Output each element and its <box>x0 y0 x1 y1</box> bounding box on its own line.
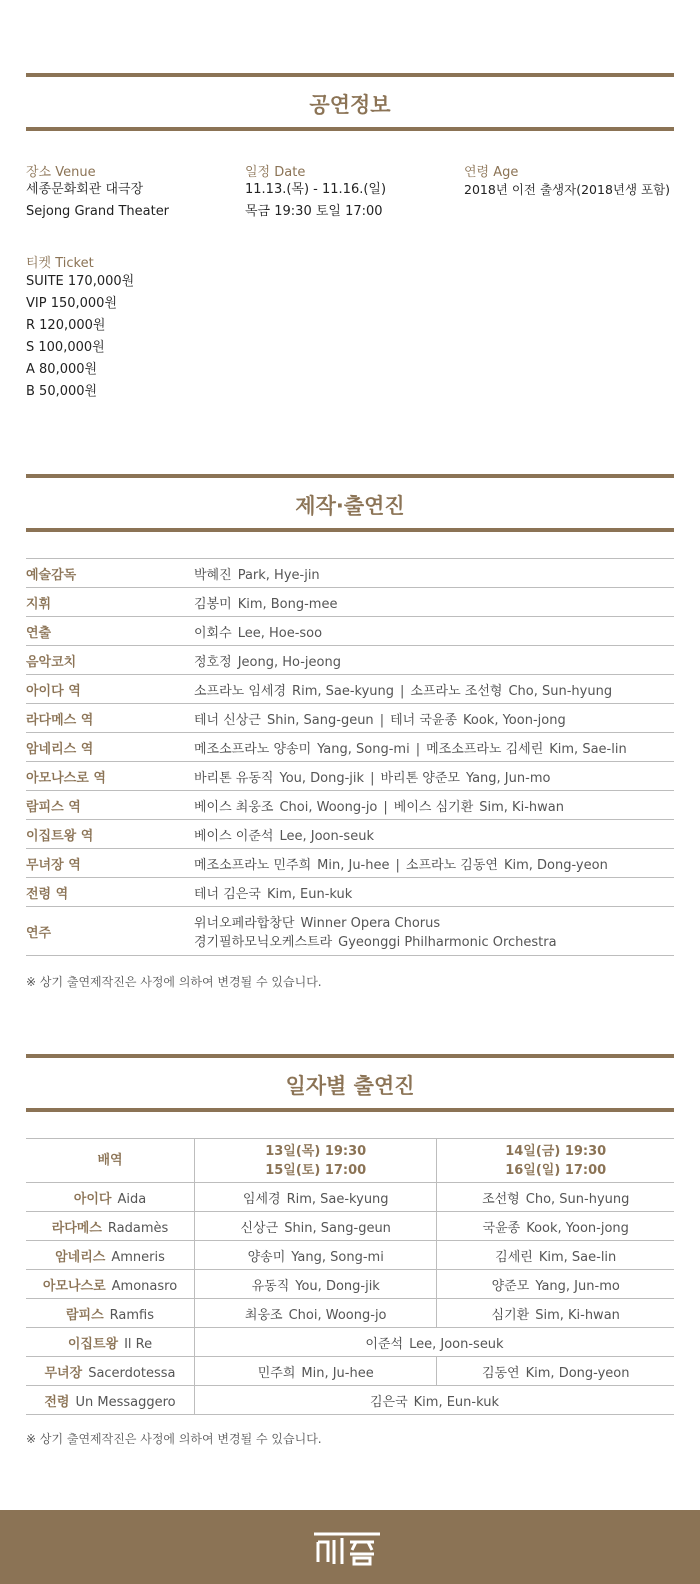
crew-row <box>26 791 674 820</box>
crew-row <box>26 559 674 588</box>
cast-cell <box>195 1299 437 1328</box>
sejong-logo-icon <box>310 1528 384 1568</box>
crew-person <box>194 800 377 815</box>
person-name-en: Lee, Hoe-soo <box>237 625 323 641</box>
cast-cell <box>437 1212 674 1241</box>
person-name-ko: 소프라노 김동연 <box>405 857 498 873</box>
person-name-en: Yang, Song-mi <box>317 741 410 757</box>
cast-name-ko: 김동연 <box>481 1365 520 1381</box>
crew-role: 예술감독 <box>26 559 194 588</box>
daily-role <box>26 1270 195 1299</box>
divider <box>26 528 674 532</box>
role-name-en: Amonasro <box>111 1278 178 1294</box>
role-name-en: Aida <box>117 1191 147 1207</box>
crew-person <box>194 858 390 873</box>
crew-person <box>380 771 550 786</box>
cast-name-ko: 최웅조 <box>244 1307 283 1323</box>
person-name-en: Shin, Sang-geun <box>266 712 374 728</box>
crew-people <box>194 849 674 878</box>
crew-people <box>194 646 674 675</box>
cast-name-ko: 양송미 <box>247 1249 286 1265</box>
person-name-ko: 베이스 이준석 <box>194 828 274 844</box>
cast-cell <box>437 1241 674 1270</box>
crew-role: 전령 역 <box>26 878 194 907</box>
separator: | <box>415 741 421 757</box>
crew-role: 연주 <box>26 907 194 956</box>
ticket-price: R 120,000원 <box>26 318 106 333</box>
cast-name-ko: 양준모 <box>491 1278 530 1294</box>
crew-row <box>26 704 674 733</box>
person-name-ko: 위너오페라합창단 <box>194 916 295 931</box>
crew-person <box>194 626 322 641</box>
person-name-ko: 테너 국윤종 <box>390 712 458 728</box>
cast-name-en: Kook, Yoon-jong <box>526 1220 629 1236</box>
crew-person <box>194 597 337 612</box>
crew-row <box>26 588 674 617</box>
person-name-en: Lee, Joon-seuk <box>279 828 374 844</box>
person-name-en: Gyeonggi Philharmonic Orchestra <box>338 935 557 950</box>
section-title-daily: 일자별 출연진 <box>285 1074 415 1098</box>
crew-person <box>394 800 564 815</box>
person-name-ko: 바리톤 양준모 <box>380 770 460 786</box>
person-name-en: Jeong, Ho-jeong <box>237 654 341 670</box>
role-name-en: Un Messaggero <box>75 1394 176 1410</box>
person-name-ko: 메조소프라노 민주희 <box>194 857 312 873</box>
cast-name-ko: 국윤종 <box>482 1220 521 1236</box>
cast-cell <box>437 1357 674 1386</box>
divider <box>26 127 674 131</box>
crew-person <box>194 655 341 670</box>
daily-row <box>26 1299 674 1328</box>
person-name-ko: 소프라노 조선형 <box>410 683 503 699</box>
daily-role <box>26 1386 195 1415</box>
separator: | <box>379 712 385 728</box>
cast-name-ko: 유동직 <box>251 1278 290 1294</box>
person-name-en: Cho, Sun-hyung <box>508 683 613 699</box>
cast-name-en: Sim, Ki-hwan <box>535 1307 620 1323</box>
crew-person <box>194 568 320 583</box>
person-name-ko: 메조소프라노 양송미 <box>194 741 312 757</box>
daily-row <box>26 1183 674 1212</box>
cast-cell <box>195 1183 437 1212</box>
person-name-ko: 이회수 <box>194 625 232 641</box>
crew-people <box>194 820 674 849</box>
daily-row <box>26 1241 674 1270</box>
cast-cell <box>195 1357 437 1386</box>
role-name-en: Radamès <box>107 1220 169 1236</box>
date-label: 일정 Date <box>245 165 306 180</box>
person-name-en: Kim, Dong-yeon <box>503 857 608 873</box>
crew-row <box>26 820 674 849</box>
date-times: 목금 19:30 토일 17:00 <box>245 204 383 219</box>
cast-name-ko: 민주희 <box>257 1365 296 1381</box>
person-name-ko: 김봉미 <box>194 596 232 612</box>
venue-ko: 세종문화회관 대극장 <box>26 182 144 197</box>
footer-bar <box>0 1510 700 1584</box>
divider <box>26 73 674 77</box>
ticket-price-list <box>26 271 134 403</box>
cast-name-en: Kim, Eun-kuk <box>413 1394 500 1410</box>
cast-cell <box>195 1212 437 1241</box>
cast-name-ko: 임세경 <box>242 1191 281 1207</box>
crew-person <box>406 858 608 873</box>
crew-person <box>194 742 410 757</box>
cast-cell <box>437 1183 674 1212</box>
crew-people <box>194 762 674 791</box>
header-date-b2: 16일(일) 17:00 <box>505 1162 607 1178</box>
header-date-a <box>195 1139 437 1183</box>
daily-role <box>26 1328 195 1357</box>
section-title-info: 공연정보 <box>309 93 391 117</box>
venue-en: Sejong Grand Theater <box>26 204 170 219</box>
crew-person <box>390 713 566 728</box>
crew-role: 람피스 역 <box>26 791 194 820</box>
crew-table <box>26 558 674 956</box>
person-name-en: Rim, Sae-kyung <box>292 683 395 699</box>
cast-name-en: Min, Ju-hee <box>301 1365 374 1381</box>
separator: | <box>383 799 388 815</box>
person-name-ko: 메조소프라노 김세린 <box>426 741 544 757</box>
daily-role <box>26 1212 195 1241</box>
date-range: 11.13.(목) - 11.16.(일) <box>245 182 387 197</box>
cast-cell <box>437 1270 674 1299</box>
role-name-ko: 이집트왕 <box>67 1336 119 1352</box>
daily-row <box>26 1328 674 1357</box>
crew-people <box>194 791 674 820</box>
section-title-crew: 제작·출연진 <box>295 494 405 518</box>
person-name-ko: 바리톤 유동직 <box>194 770 274 786</box>
daily-row <box>26 1386 674 1415</box>
cast-name-ko: 심기환 <box>491 1307 530 1323</box>
cast-cell <box>195 1328 675 1357</box>
crew-row <box>26 617 674 646</box>
daily-cast-table <box>26 1138 674 1415</box>
age-label: 연령 Age <box>464 165 519 180</box>
crew-person <box>194 829 374 844</box>
separator: | <box>370 770 375 786</box>
crew-change-note: ※ 상기 출연제작진은 사정에 의하여 변경될 수 있습니다. <box>26 975 322 989</box>
cast-name-ko: 김은국 <box>369 1394 408 1410</box>
crew-role: 아모나스로 역 <box>26 762 194 791</box>
person-name-ko: 베이스 최웅조 <box>194 799 274 815</box>
header-date-b1: 14일(금) 19:30 <box>505 1143 607 1159</box>
role-name-ko: 아이다 <box>73 1191 112 1207</box>
venue-label: 장소 Venue <box>26 165 96 180</box>
crew-person <box>194 713 374 728</box>
daily-row <box>26 1212 674 1241</box>
daily-row <box>26 1270 674 1299</box>
divider <box>26 1108 674 1112</box>
ticket-price: A 80,000원 <box>26 362 98 377</box>
person-name-en: Kim, Eun-kuk <box>266 886 353 902</box>
person-name-ko: 경기필하모닉오케스트라 <box>194 935 333 950</box>
crew-people <box>194 617 674 646</box>
role-name-ko: 암네리스 <box>55 1249 106 1265</box>
ticket-price: S 100,000원 <box>26 340 105 355</box>
crew-role: 음악코치 <box>26 646 194 675</box>
person-name-en: Kim, Bong-mee <box>237 596 338 612</box>
crew-role: 지휘 <box>26 588 194 617</box>
cast-name-en: Lee, Joon-seuk <box>409 1336 504 1352</box>
crew-row <box>26 849 674 878</box>
cast-name-en: Choi, Woong-jo <box>288 1307 387 1323</box>
crew-row <box>26 878 674 907</box>
daily-change-note: ※ 상기 출연제작진은 사정에 의하여 변경될 수 있습니다. <box>26 1432 322 1446</box>
crew-row <box>26 733 674 762</box>
crew-role: 무녀장 역 <box>26 849 194 878</box>
crew-person <box>426 742 627 757</box>
crew-person <box>194 771 364 786</box>
daily-role <box>26 1241 195 1270</box>
crew-row <box>26 646 674 675</box>
person-name-en: Kim, Sae-lin <box>549 741 627 757</box>
cast-name-en: Cho, Sun-hyung <box>525 1191 630 1207</box>
daily-role <box>26 1183 195 1212</box>
ticket-price: B 50,000원 <box>26 384 98 399</box>
cast-cell <box>195 1270 437 1299</box>
header-date-a1: 13일(목) 19:30 <box>265 1143 367 1159</box>
person-name-ko: 테너 신상근 <box>194 712 261 728</box>
separator: | <box>400 683 405 699</box>
crew-person <box>194 684 394 699</box>
person-name-en: Choi, Woong-jo <box>279 799 378 815</box>
daily-role <box>26 1357 195 1386</box>
crew-people <box>194 559 674 588</box>
crew-role: 라다메스 역 <box>26 704 194 733</box>
divider <box>26 1054 674 1058</box>
crew-people <box>194 733 674 762</box>
person-name-ko: 정호정 <box>194 654 232 670</box>
crew-role: 아이다 역 <box>26 675 194 704</box>
cast-cell <box>195 1241 437 1270</box>
person-name-ko: 테너 김은국 <box>194 886 261 902</box>
cast-name-en: Kim, Dong-yeon <box>525 1365 630 1381</box>
daily-row <box>26 1357 674 1386</box>
crew-people <box>194 675 674 704</box>
crew-people <box>194 907 674 956</box>
crew-row <box>26 762 674 791</box>
cast-name-ko: 조선형 <box>482 1191 520 1207</box>
person-name-en: Kook, Yoon-jong <box>463 712 566 728</box>
cast-name-ko: 김세린 <box>495 1249 533 1265</box>
person-name-ko: 소프라노 임세경 <box>194 683 287 699</box>
crew-role: 연출 <box>26 617 194 646</box>
person-name-en: You, Dong-jik <box>279 770 365 786</box>
ticket-price: VIP 150,000원 <box>26 296 118 311</box>
crew-role: 이집트왕 역 <box>26 820 194 849</box>
crew-person <box>194 887 352 902</box>
role-name-en: Ramfis <box>109 1307 155 1323</box>
ticket-label: 티켓 Ticket <box>26 256 94 271</box>
daily-role <box>26 1299 195 1328</box>
header-date-a2: 15일(토) 17:00 <box>265 1162 367 1178</box>
person-name-en: Sim, Ki-hwan <box>479 799 564 815</box>
person-name-en: Min, Ju-hee <box>317 857 390 873</box>
ticket-price: SUITE 170,000원 <box>26 274 135 289</box>
person-name-en: Winner Opera Chorus <box>300 916 441 931</box>
crew-row <box>26 675 674 704</box>
cast-name-en: Kim, Sae-lin <box>538 1249 617 1265</box>
role-name-en: Il Re <box>124 1336 153 1352</box>
person-name-en: Yang, Jun-mo <box>465 770 551 786</box>
role-name-ko: 무녀장 <box>44 1365 83 1381</box>
cast-name-en: Yang, Jun-mo <box>535 1278 620 1294</box>
role-name-ko: 람피스 <box>65 1307 104 1323</box>
role-name-ko: 라다메스 <box>51 1220 102 1236</box>
person-name-en: Park, Hye-jin <box>237 567 320 583</box>
role-name-en: Amneris <box>111 1249 165 1265</box>
crew-people <box>194 704 674 733</box>
cast-cell <box>437 1299 674 1328</box>
person-name-ko: 베이스 심기환 <box>393 799 474 815</box>
crew-person <box>194 931 674 950</box>
crew-people <box>194 588 674 617</box>
crew-people <box>194 878 674 907</box>
role-name-en: Sacerdotessa <box>88 1365 176 1381</box>
cast-name-en: Yang, Song-mi <box>291 1249 384 1265</box>
cast-name-en: Rim, Sae-kyung <box>286 1191 389 1207</box>
role-name-ko: 아모나스로 <box>42 1278 106 1294</box>
divider <box>26 474 674 478</box>
age-value: 2018년 이전 출생자(2018년생 포함) <box>464 182 671 197</box>
header-date-b <box>437 1139 674 1183</box>
crew-row <box>26 907 674 956</box>
crew-person <box>410 684 612 699</box>
cast-name-ko: 신상근 <box>240 1220 279 1236</box>
cast-name-en: You, Dong-jik <box>295 1278 380 1294</box>
role-name-ko: 전령 <box>44 1394 70 1410</box>
crew-role: 암네리스 역 <box>26 733 194 762</box>
person-name-ko: 박혜진 <box>194 567 232 583</box>
cast-cell <box>195 1386 675 1415</box>
cast-name-en: Shin, Sang-geun <box>284 1220 391 1236</box>
cast-name-ko: 이준석 <box>365 1336 404 1352</box>
header-role: 배역 <box>26 1139 195 1183</box>
separator: | <box>395 857 400 873</box>
crew-person <box>194 912 674 931</box>
